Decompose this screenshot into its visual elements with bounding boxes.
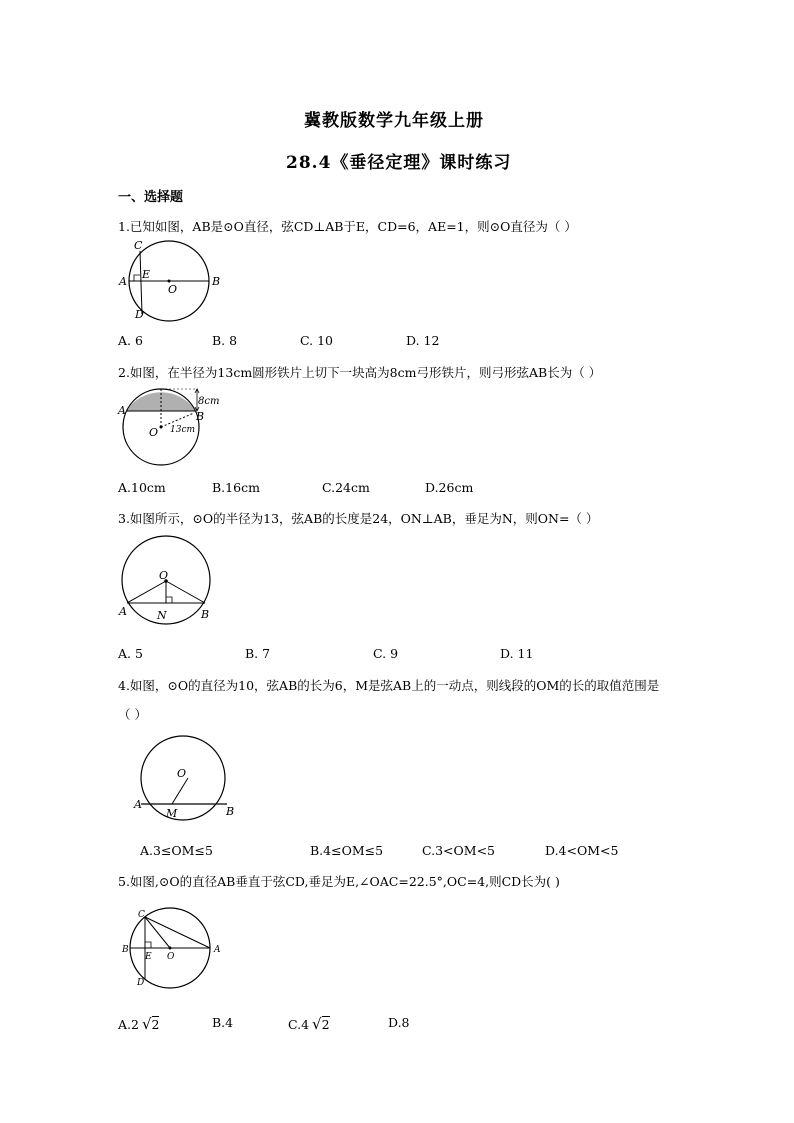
label-8cm: 8cm — [198, 396, 220, 407]
q3-option-d: D. 11 — [500, 646, 534, 661]
label-O: O — [159, 569, 169, 582]
label-D: D — [137, 978, 145, 988]
q5-option-a-label: A.2 — [118, 1017, 139, 1032]
question-4-text-continued: （ ） — [118, 707, 147, 722]
document-title: 冀教版数学九年级上册 — [304, 111, 484, 131]
question-2-text: 2.如图，在半径为13cm圆形铁片上切下一块高为8cm弓形铁片，则弓形弦AB长为（ ） — [118, 365, 602, 380]
label-E: E — [142, 268, 151, 281]
label-A: A — [119, 275, 127, 288]
label-O: O — [149, 426, 159, 439]
q4-option-d: D.4<OM<5 — [545, 843, 619, 858]
label-C: C — [138, 910, 145, 920]
q5-option-a — [118, 1015, 159, 1033]
label-O: O — [168, 283, 178, 296]
label-O: O — [177, 767, 187, 780]
document-subtitle: 28.4《垂径定理》课时练习 — [286, 153, 512, 173]
question-2-figure — [118, 384, 228, 469]
label-D: D — [135, 308, 144, 321]
q4-option-b: B.4≤OM≤5 — [310, 843, 384, 858]
q4-option-c: C.3<OM<5 — [422, 843, 495, 858]
question-1-text: 1.已知如图，AB是⊙O直径，弦CD⊥AB于E，CD=6，AE=1，则⊙O直径为（ ） — [118, 219, 577, 234]
q1-option-c: C. 10 — [300, 333, 333, 348]
question-5-figure — [118, 905, 233, 995]
q5-option-c — [288, 1015, 330, 1033]
q5-option-c-radicand: 2 — [321, 1017, 330, 1032]
question-4-figure — [132, 728, 242, 828]
q3-option-c: C. 9 — [373, 646, 399, 661]
label-A: A — [134, 798, 142, 811]
label-B: B — [122, 945, 129, 955]
q1-option-a: A. 6 — [118, 333, 143, 348]
q4-option-a: A.3≤OM≤5 — [140, 843, 213, 858]
q5-option-c-label: C.4 — [288, 1017, 310, 1032]
label-B: B — [201, 608, 210, 621]
q3-option-b: B. 7 — [245, 646, 271, 661]
q5-option-b: B.4 — [212, 1015, 234, 1030]
q5-option-c-radical-sign: √ — [312, 1015, 322, 1033]
label-C: C — [134, 239, 143, 252]
q2-option-b: B.16cm — [212, 480, 260, 495]
q5-option-a-radical-sign: √ — [141, 1015, 152, 1033]
label-13cm: 13cm — [170, 425, 196, 435]
label-A: A — [118, 404, 126, 417]
q2-option-a: A.10cm — [118, 480, 166, 495]
q5-option-a-radicand: 2 — [151, 1017, 160, 1032]
q2-option-c: C.24cm — [322, 480, 370, 495]
question-3-text: 3.如图所示，⊙O的半径为13，弦AB的长度是24，ON⊥AB，垂足为N，则ON=（ ） — [118, 511, 599, 526]
question-4-text: 4.如图，⊙O的直径为10，弦AB的长为6，M是弦AB上的一动点，则线段的OM的长的取值范围是 — [118, 678, 660, 693]
label-A: A — [214, 945, 221, 955]
label-A: A — [119, 605, 127, 618]
question-3-figure — [118, 535, 228, 630]
question-5-text: 5.如图,⊙O的直径AB垂直于弦CD,垂足为E,∠OAC=22.5°,OC=4,则CD长为( ) — [118, 874, 560, 889]
q1-option-b: B. 8 — [212, 333, 238, 348]
label-N: N — [157, 609, 167, 622]
label-O: O — [167, 952, 175, 962]
question-1-figure — [118, 238, 228, 321]
q5-option-d: D.8 — [388, 1015, 410, 1030]
q1-option-d: D. 12 — [406, 333, 440, 348]
q2-option-d: D.26cm — [425, 480, 474, 495]
label-B: B — [226, 805, 235, 818]
label-B: B — [196, 410, 205, 423]
section-heading: 一、选择题 — [118, 190, 184, 205]
q3-option-a: A. 5 — [118, 646, 143, 661]
label-B: B — [212, 275, 221, 288]
label-M: M — [166, 807, 178, 820]
label-E: E — [145, 952, 152, 962]
